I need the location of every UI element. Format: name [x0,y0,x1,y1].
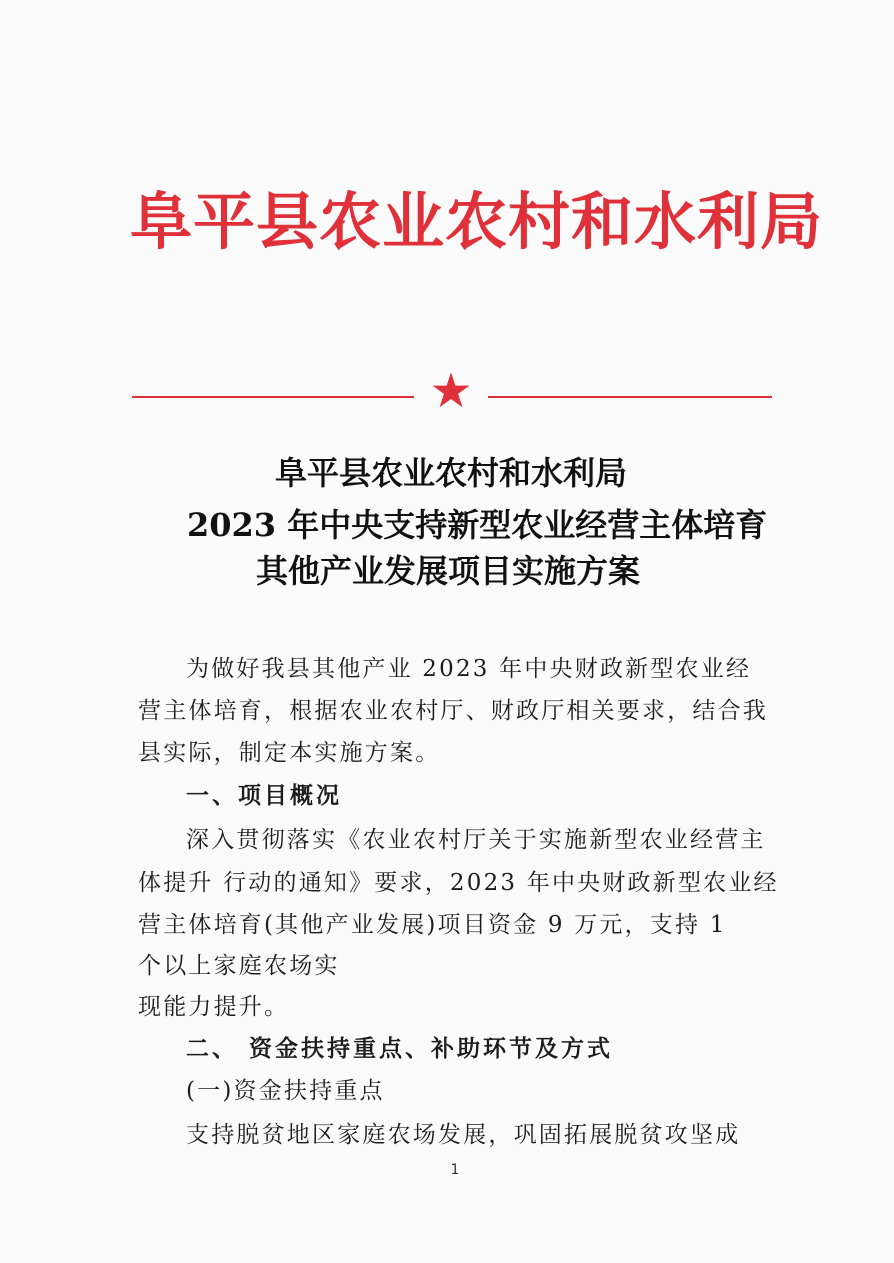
section-1-line: 个以上家庭农场实 [138,953,340,979]
section-1-line: 现能力提升。 [138,994,290,1020]
intro-line: 为做好我县其他产业 2023 年中央财政新型农业经 [186,656,752,682]
section-1-line: 体提升 行动的通知》要求，2023 年中央财政新型农业经 [138,870,779,896]
page-number: 1 [450,1162,460,1178]
subsection-1-heading: (一)资金扶持重点 [186,1078,385,1104]
red-divider-left [132,396,414,398]
section-2-heading: 二、 资金扶持重点、补助环节及方式 [186,1035,614,1062]
section-1-heading: 一、项目概况 [186,782,342,809]
document-title-line-1: 阜平县农业农村和水利局 [275,454,628,492]
intro-line: 县实际，制定本实施方案。 [138,740,441,766]
document-title-line-3: 其他产业发展项目实施方案 [256,552,641,590]
star-icon: ★ [429,363,473,419]
section-1-line: 营主体培育(其他产业发展)项目资金 9 万元，支持 1 [138,912,727,938]
red-divider-right [488,396,772,398]
intro-line: 营主体培育，根据农业农村厅、财政厅相关要求，结合我 [138,698,768,724]
issuer-masthead: 阜平县农业农村和水利局 [130,185,824,258]
document-title-line-2: 2023 年中央支持新型农业经营主体培育 [187,506,768,544]
subsection-1-line: 支持脱贫地区家庭农场发展，巩固拓展脱贫攻坚成 [186,1122,741,1148]
section-1-line: 深入贯彻落实《农业农村厅关于实施新型农业经营主 [186,827,766,853]
